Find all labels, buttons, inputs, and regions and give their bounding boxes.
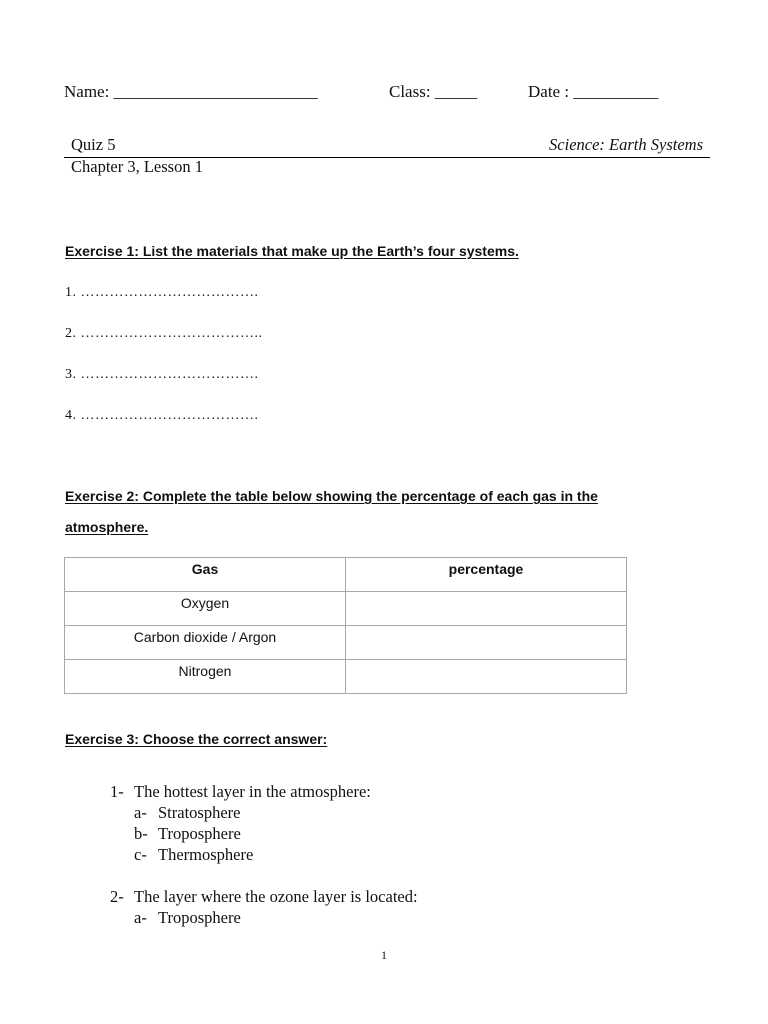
- subject-title: Science: Earth Systems: [549, 135, 703, 154]
- chapter-lesson: Chapter 3, Lesson 1: [71, 157, 203, 176]
- name-field: Name: ________________________: [64, 82, 318, 101]
- question-text: The hottest layer in the atmosphere:: [134, 782, 371, 801]
- quiz-title: Quiz 5: [71, 135, 116, 154]
- option-text: Troposphere: [158, 824, 241, 843]
- table-row: [65, 592, 627, 626]
- percentage-cell: [346, 626, 627, 660]
- question-number: 2-: [110, 887, 124, 906]
- answer-line-3: 3. ……………………………….: [65, 367, 259, 382]
- table-header-row: [65, 558, 627, 592]
- gas-percentage-table: [64, 557, 627, 694]
- exercise-3-heading: Exercise 3: Choose the correct answer:: [65, 731, 328, 747]
- option-text: Thermosphere: [158, 845, 254, 864]
- table-row: [65, 626, 627, 660]
- question-text: The layer where the ozone layer is located:: [134, 887, 418, 906]
- option-text: Troposphere: [158, 908, 241, 927]
- option-text: Stratosphere: [158, 803, 241, 822]
- option-letter: c-: [134, 845, 147, 864]
- column-header-percentage: percentage: [346, 558, 627, 592]
- class-field: Class: _____: [389, 82, 478, 101]
- percentage-cell: [346, 660, 627, 694]
- page-number: 1: [381, 948, 387, 962]
- answer-line-2: 2. ………………………………..: [65, 326, 263, 341]
- table-row: [65, 660, 627, 694]
- option-letter: a-: [134, 803, 147, 822]
- exercise-2-heading-line-1: Exercise 2: Complete the table below showing the percentage of each gas in the: [65, 488, 598, 504]
- gas-cell: Nitrogen: [65, 660, 346, 694]
- exercise-1-heading: Exercise 1: List the materials that make up the Earth’s four systems.: [65, 243, 519, 259]
- option-letter: a-: [134, 908, 147, 927]
- date-field: Date : __________: [528, 82, 659, 101]
- question-number: 1-: [110, 782, 124, 801]
- column-header-gas: Gas: [65, 558, 346, 592]
- answer-line-4: 4. ……………………………….: [65, 408, 259, 423]
- quiz-title-row: [64, 135, 710, 158]
- percentage-cell: [346, 592, 627, 626]
- gas-cell: Oxygen: [65, 592, 346, 626]
- student-info-header: [64, 82, 708, 106]
- exercise-2-heading-line-2: atmosphere.: [65, 519, 149, 535]
- option-letter: b-: [134, 824, 148, 843]
- answer-line-1: 1. ……………………………….: [65, 285, 259, 300]
- gas-cell: Carbon dioxide / Argon: [65, 626, 346, 660]
